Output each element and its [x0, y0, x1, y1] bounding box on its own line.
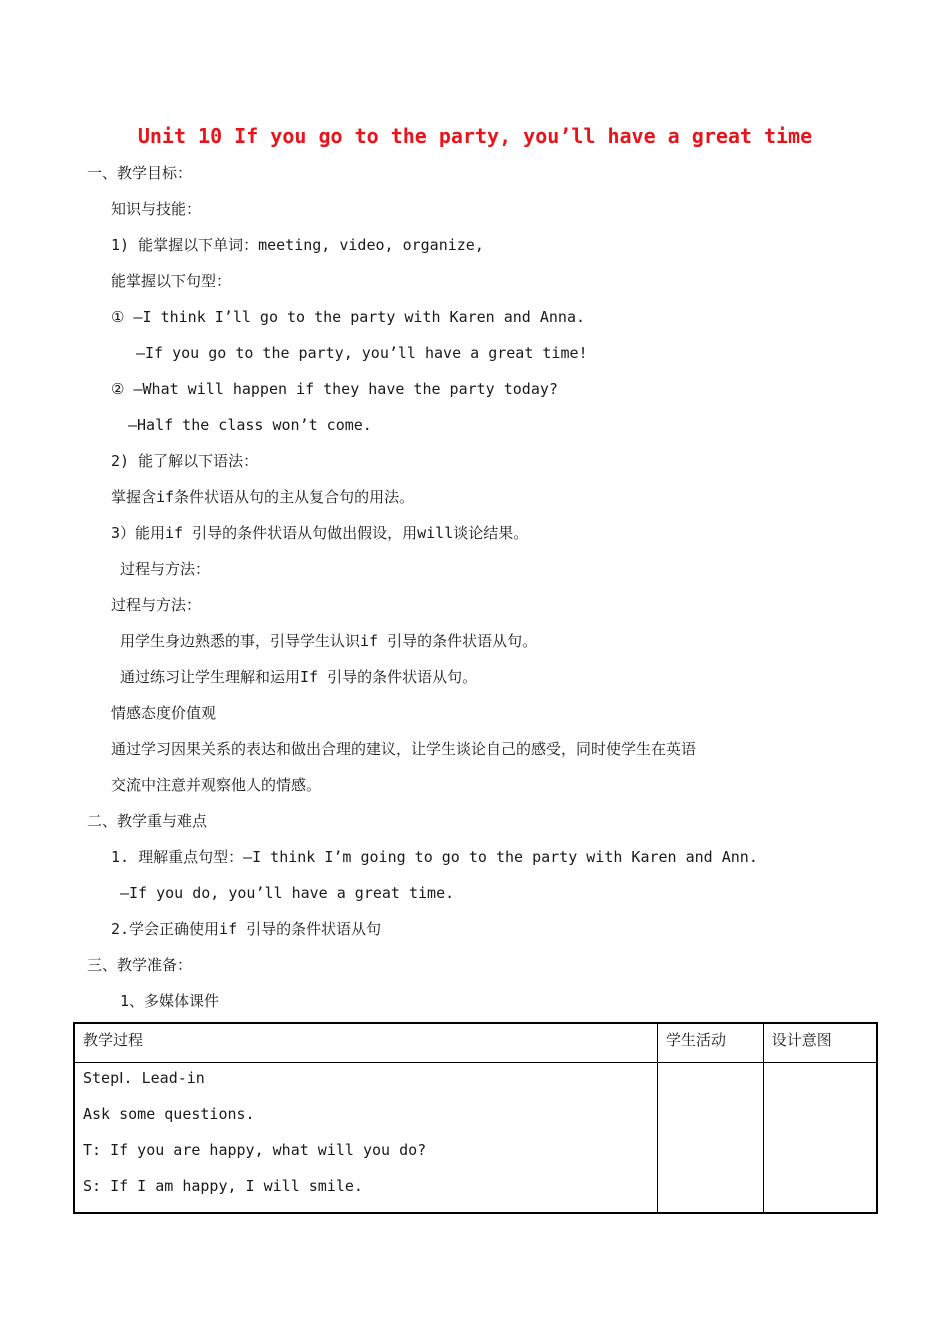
header-activity: 学生活动: [666, 1031, 727, 1049]
cell-text-line: Ask some questions.: [83, 1105, 255, 1123]
section-heading-objectives: 一、教学目标：: [87, 164, 193, 182]
section-heading-key-points: 二、教学重与难点: [87, 812, 208, 830]
section-heading-preparation: 三、教学准备：: [87, 956, 193, 974]
subheading-process-methods: 过程与方法：: [120, 560, 211, 578]
table-cell-activity: [658, 1063, 764, 1214]
cell-text-line: S: If I am happy, I will smile.: [83, 1177, 363, 1195]
text-line: 通过学习因果关系的表达和做出合理的建议，让学生谈论自己的感受，同时使学生在英语: [111, 740, 697, 758]
table-header-cell: [658, 1023, 764, 1063]
text-line: ② —What will happen if they have the party today?: [111, 380, 558, 398]
subheading-knowledge-skills: 知识与技能：: [111, 200, 202, 218]
text-line: 2.学会正确使用if 引导的条件状语从句: [111, 920, 382, 938]
text-line: 2) 能了解以下语法：: [111, 452, 259, 470]
table-cell-process: [74, 1063, 658, 1214]
header-process: 教学过程: [83, 1031, 144, 1049]
text-line: 通过练习让学生理解和运用If 引导的条件状语从句。: [120, 668, 478, 686]
text-line: —If you do, you’ll have a great time.: [120, 884, 455, 902]
subheading-attitudes-values: 情感态度价值观: [111, 704, 217, 722]
text-line: ① —I think I’ll go to the party with Karen and Anna.: [111, 308, 586, 326]
text-line: 1、多媒体课件: [120, 992, 220, 1010]
subheading-process-methods: 过程与方法：: [111, 596, 202, 614]
text-line: 掌握含if条件状语从句的主从复合句的用法。: [111, 488, 415, 506]
table-row: [74, 1063, 877, 1214]
table-header-cell: [74, 1023, 658, 1063]
text-line: 1. 理解重点句型：—I think I’m going to go to the party with Karen and Ann.: [111, 848, 758, 866]
header-intent: 设计意图: [771, 1031, 832, 1049]
text-line: —Half the class won’t come.: [128, 416, 372, 434]
text-line: —If you go to the party, you’ll have a great time!: [136, 344, 588, 362]
cell-text-line: StepⅠ. Lead-in: [83, 1069, 205, 1087]
cell-text-line: T: If you are happy, what will you do?: [83, 1141, 427, 1159]
text-line: 3）能用if 引导的条件状语从句做出假设，用will谈论结果。: [111, 524, 529, 542]
text-line: 1) 能掌握以下单词：meeting, video, organize,: [111, 236, 484, 254]
table-header-row: [74, 1023, 877, 1063]
text-line: 能掌握以下句型：: [111, 272, 232, 290]
lesson-table: [73, 1022, 878, 1214]
text-line: 交流中注意并观察他人的情感。: [111, 776, 322, 794]
table-header-cell: [763, 1023, 877, 1063]
table-cell-intent: [763, 1063, 877, 1214]
text-line: 用学生身边熟悉的事，引导学生认识if 引导的条件状语从句。: [120, 632, 538, 650]
document-title: Unit 10 If you go to the party, you’ll have a great time: [137, 124, 813, 148]
